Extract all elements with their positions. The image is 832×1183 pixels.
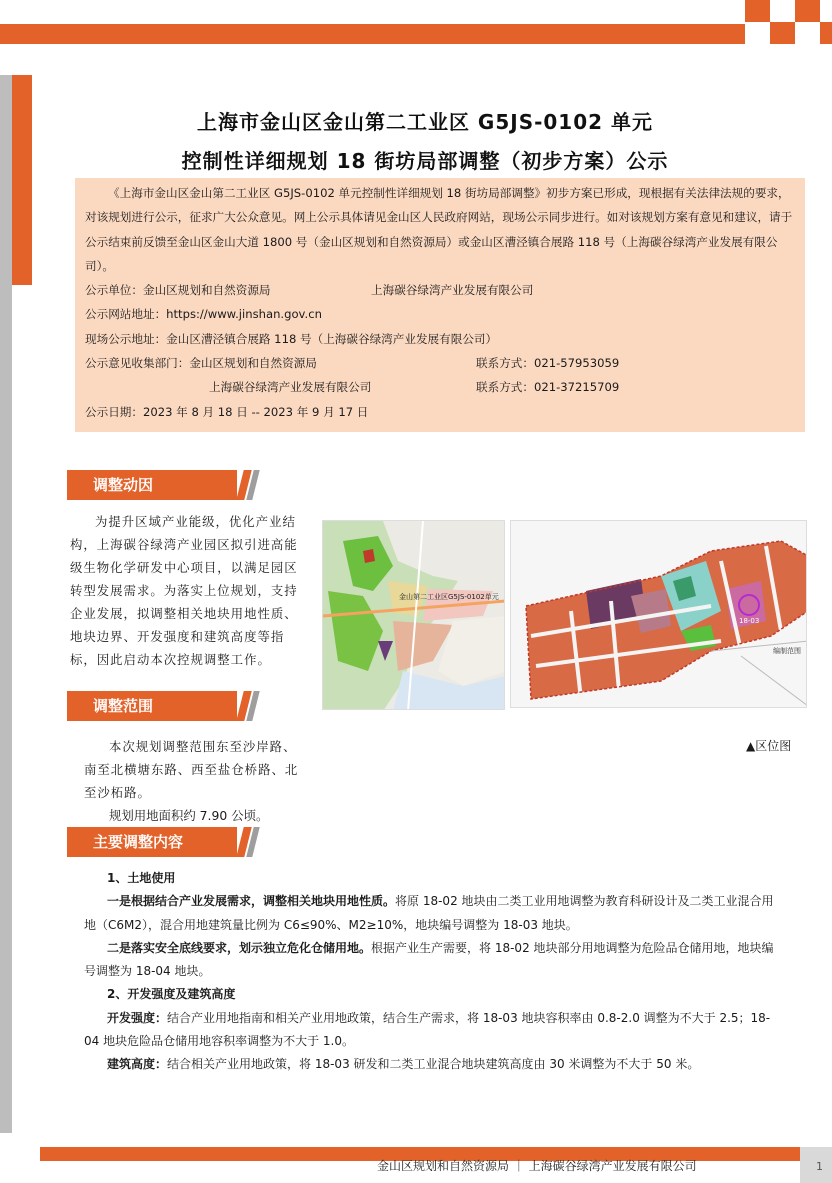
page-title-line2: 控制性详细规划 18 街坊局部调整（初步方案）公示 xyxy=(181,149,669,173)
notice-site: 现场公示地址：金山区漕泾镇合展路 118 号（上海碳谷绿湾产业发展有限公司） xyxy=(85,331,498,346)
parcel-label: 18-03 xyxy=(739,617,760,625)
notice-box xyxy=(75,178,805,432)
page-number: 1 xyxy=(816,1160,823,1173)
notice-intro: 《上海市金山区金山第二工业区 G5JS-0102 单元控制性详细规划 18 街坊局部调整》初步方案已形成，现根据有关法律法规的要求，对该规划进行公示，征求广大公众意见。网上公示具体请见金山区人民政府网站，现场公示同步进行。如对该规划方案有意见和建议，请于公示结束前反馈至金山区金山大道 1800 号（金山区规划和自然资源局）或金山区漕泾镇合展路 118 号（上海碳谷绿湾产业发展有限公司）。 xyxy=(85,186,793,273)
notice-collect: 公示意见收集部门：金山区规划和自然资源局 xyxy=(85,356,317,371)
notice-collect-second: 上海碳谷绿湾产业发展有限公司 xyxy=(209,380,372,395)
main-content xyxy=(84,867,784,1077)
content-heading-intensity-text: 2、开发强度及建筑高度 xyxy=(107,987,236,1002)
content-para-1-lead: 一是根据结合产业发展需求，调整相关地块用地性质。 xyxy=(107,894,396,909)
reason-text: 为提升区域产业能级，优化产业结构，上海碳谷绿湾产业园区拟引进高能级生物化学研发中心项目，以满足园区转型发展需求。为落实上位规划，支持企业发展，拟调整相关地块用地性质、地块边界、开发强度和建筑高度等指标，因此启动本次控规调整工作。 xyxy=(70,514,298,667)
content-para-1 xyxy=(84,890,784,937)
content-para-4 xyxy=(84,1053,784,1076)
content-para-3-text: 结合产业用地指南和相关产业用地政策，结合生产需求，将 18-03 地块容积率由 0.8-2.0 调整为不大于 2.5；18-04 地块危险品仓储用地容积率调整为不大于 1.0。 xyxy=(84,1010,771,1049)
notice-unit-row xyxy=(85,278,793,302)
header-square xyxy=(795,0,820,22)
scope-text-block xyxy=(84,735,304,827)
district-map-image xyxy=(322,520,505,710)
left-margin-bar xyxy=(0,75,12,1133)
left-accent-bar xyxy=(12,75,32,285)
notice-site-row xyxy=(85,327,793,351)
notice-unit-second: 上海碳谷绿湾产业发展有限公司 xyxy=(371,283,534,298)
district-map-label: 金山第二工业区G5JS-0102单元 xyxy=(399,593,499,601)
content-para-4-text: 结合相关产业用地政策，将 18-03 研发和二类工业混合地块建筑高度由 30 米调整为不大于 50 米。 xyxy=(167,1057,700,1072)
scope-area: 规划用地面积约 7.90 公顷。 xyxy=(109,808,269,823)
content-para-2-lead: 二是落实安全底线要求，划示独立危化仓储用地。 xyxy=(107,940,372,955)
notice-collect-row xyxy=(85,351,793,375)
parcel-map-graphic xyxy=(511,521,807,708)
content-para-3 xyxy=(84,1007,784,1054)
content-heading-land-text: 1、土地使用 xyxy=(107,871,176,885)
content-para-3-lead: 开发强度： xyxy=(107,1010,168,1025)
header-square xyxy=(745,0,770,22)
header-square xyxy=(820,22,832,44)
reason-text-block xyxy=(70,510,310,671)
notice-website-row xyxy=(85,302,793,326)
notice-phone2: 联系方式：021-37215709 xyxy=(476,380,620,395)
notice-date: 公示日期：2023 年 8 月 18 日 -- 2023 年 9 月 17 日 xyxy=(85,404,369,419)
parcel-map-image xyxy=(510,520,807,708)
content-para-4-lead: 建筑高度： xyxy=(107,1057,168,1072)
header-band xyxy=(0,24,745,44)
content-heading-intensity xyxy=(84,983,784,1006)
footer-text: 金山区规划和自然资源局 ｜ 上海碳谷绿湾产业发展有限公司 xyxy=(377,1159,697,1173)
content-heading-land xyxy=(84,867,784,890)
section-title-main: 主要调整内容 xyxy=(67,827,237,857)
notice-website[interactable]: 公示网站地址：https://www.jinshan.gov.cn xyxy=(85,307,322,322)
notice-date-row xyxy=(85,400,793,424)
content-para-2 xyxy=(84,937,784,984)
district-map-graphic xyxy=(323,521,505,710)
section-title-scope: 调整范围 xyxy=(67,691,237,721)
notice-phone1: 联系方式：021-57953059 xyxy=(476,356,620,371)
page-title-line1: 上海市金山区金山第二工业区 G5JS-0102 单元 xyxy=(196,110,654,134)
scope-text: 本次规划调整范围东至沙岸路、南至北横塘东路、西至盐仓桥路、北至沙柘路。 xyxy=(84,739,299,800)
notice-collect2-row xyxy=(85,375,793,399)
header-square xyxy=(770,22,795,44)
section-title-reason: 调整动因 xyxy=(67,470,237,500)
content-para-1-text: 将原 18-02 地块由二类工业用地调整为教育科研设计及二类工业混合用地（C6M2），混合用地建筑量比例为 C6≤90%、M2≥10%，地块编号调整为 18-03 地块。 xyxy=(84,894,774,932)
content-para-2-text: 根据产业生产需要，将 18-02 地块部分用地调整为危险品仓储用地，地块编号调整为 18-04 地块。 xyxy=(84,940,774,979)
notice-unit: 公示单位：金山区规划和自然资源局 xyxy=(85,283,271,298)
map-caption: ▲区位图 xyxy=(746,739,792,753)
scope-map-label: 编制范围 xyxy=(773,647,801,655)
